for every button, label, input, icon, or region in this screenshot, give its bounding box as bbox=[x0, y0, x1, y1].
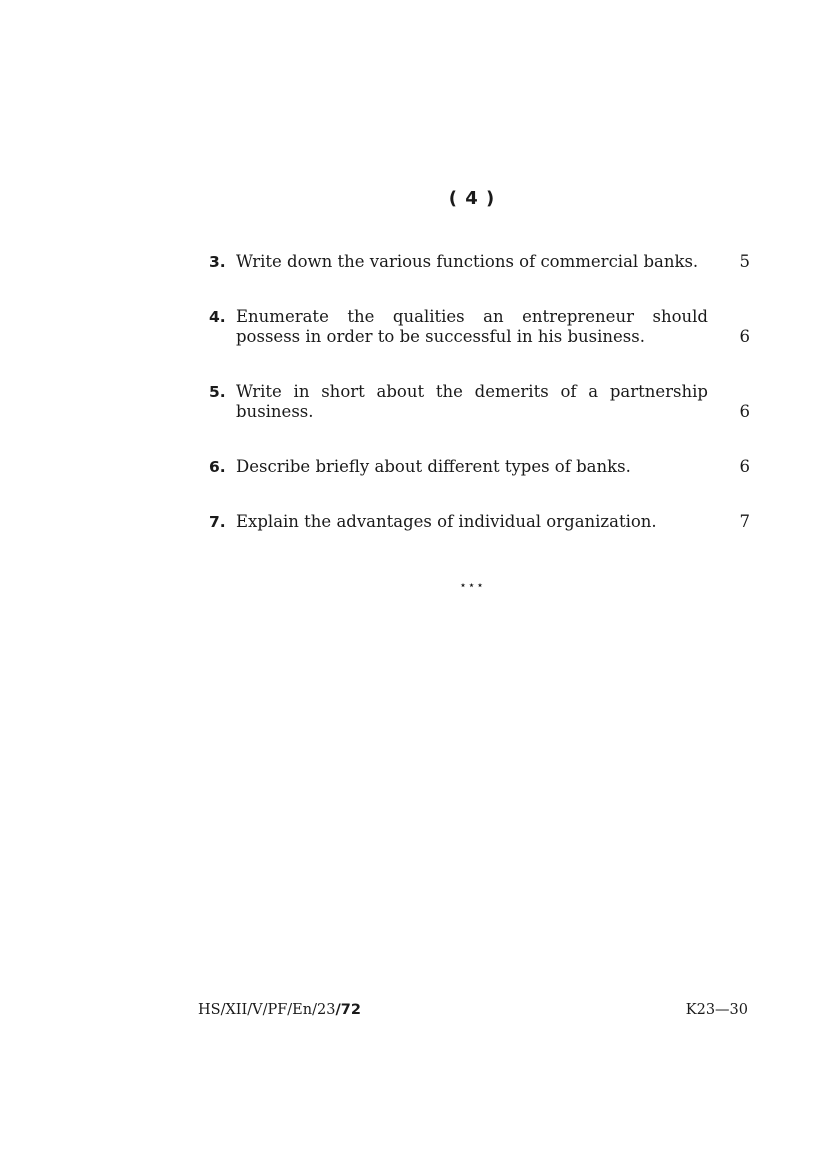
question-item bbox=[209, 307, 750, 347]
question-text: Describe briefly about different types of banks. bbox=[236, 457, 631, 476]
question-marks: 5 bbox=[739, 252, 750, 271]
question-number: 6. bbox=[209, 458, 226, 476]
question-text: Write down the various functions of commercial banks. bbox=[236, 252, 699, 271]
question-marks: 6 bbox=[739, 327, 750, 346]
question-list bbox=[209, 252, 750, 567]
question-marks: 7 bbox=[739, 512, 750, 531]
question-item bbox=[209, 252, 750, 272]
question-number: 4. bbox=[209, 308, 226, 326]
question-text: Enumerate the qualities an entrepreneur should possess in order to be successful in his business. bbox=[236, 307, 708, 346]
paper-code-suffix: /72 bbox=[335, 1002, 361, 1018]
page-number: ( 4 ) bbox=[448, 188, 496, 209]
end-of-paper-stars: ⋆⋆⋆ bbox=[459, 578, 485, 592]
question-number: 3. bbox=[209, 253, 226, 271]
question-marks: 6 bbox=[739, 457, 750, 476]
question-number: 7. bbox=[209, 513, 226, 531]
paper-code bbox=[198, 1002, 361, 1018]
question-item bbox=[209, 457, 750, 477]
question-marks: 6 bbox=[739, 402, 750, 421]
question-text: Explain the advantages of individual organization. bbox=[236, 512, 657, 531]
question-item bbox=[209, 512, 750, 532]
question-number: 5. bbox=[209, 383, 226, 401]
question-item bbox=[209, 382, 750, 422]
question-text: Write in short about the demerits of a partnership business. bbox=[236, 382, 708, 421]
print-code: K23—30 bbox=[685, 1002, 748, 1018]
paper-code-prefix: HS/XII/V/PF/En/23 bbox=[198, 1002, 336, 1018]
